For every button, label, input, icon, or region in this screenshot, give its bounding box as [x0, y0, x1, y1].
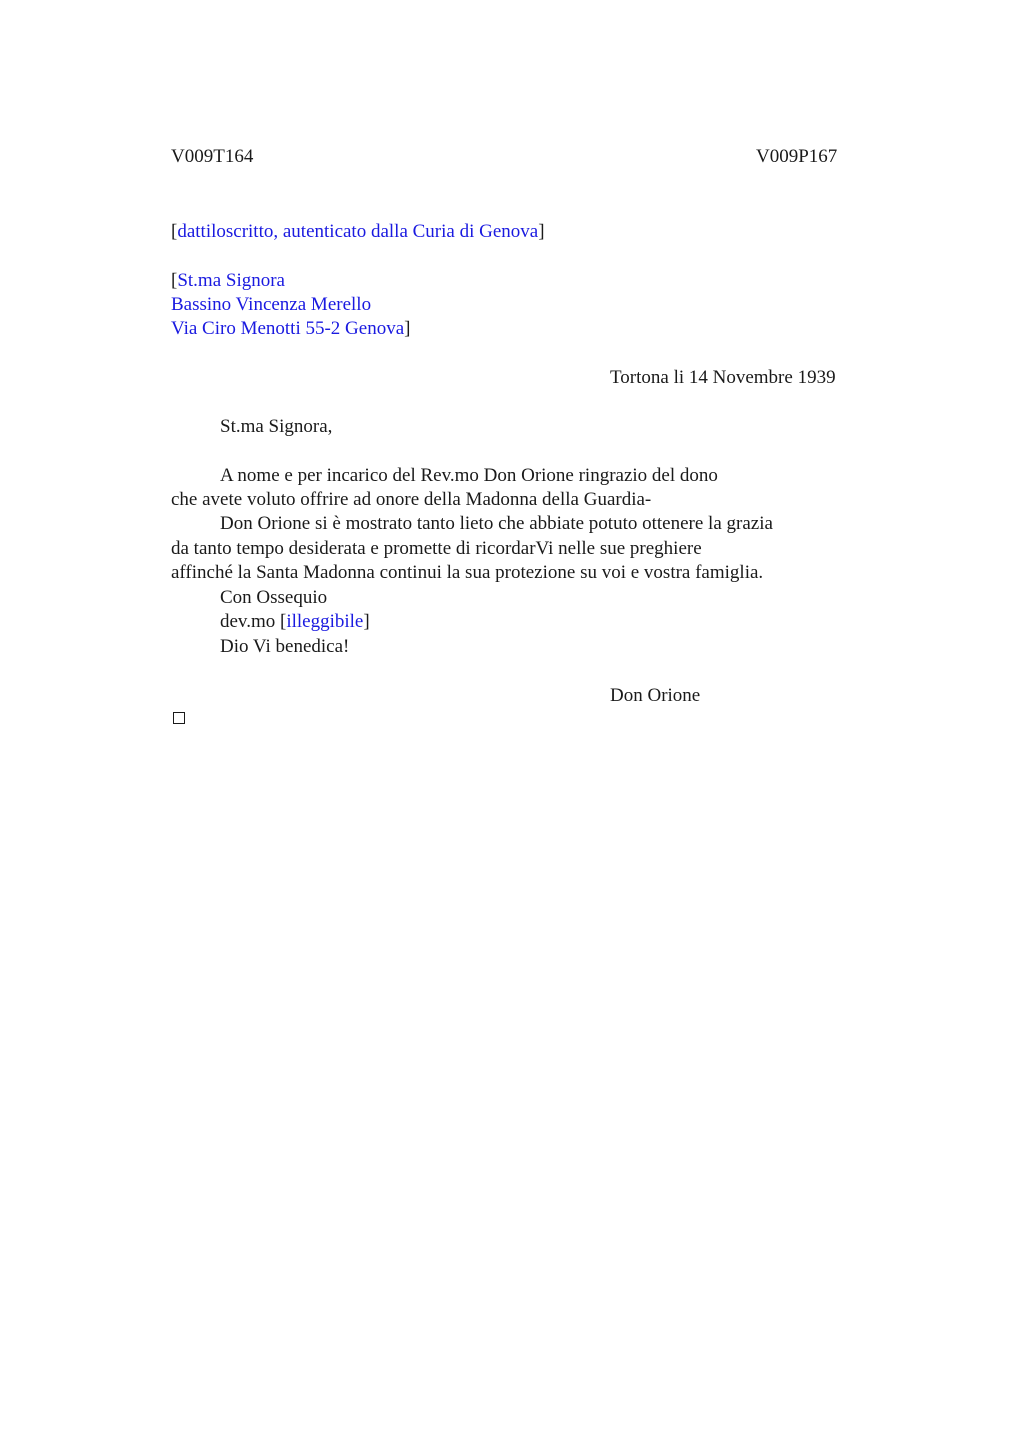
address-line-1: [171, 269, 285, 294]
bracket-close: ]: [538, 221, 545, 242]
body-line: A nome e per incarico del Rev.mo Don Orione ringrazio del dono: [220, 465, 718, 486]
body-line: che avete voluto offrire ad onore della Madonna della Guardia-: [171, 489, 652, 510]
body-line: affinché la Santa Madonna continui la sua protezione su voi e vostra famiglia.: [171, 562, 764, 583]
bracket-close: ]: [404, 318, 411, 339]
bracket-open: [: [171, 221, 178, 242]
document-code-left: V009T164: [171, 146, 254, 167]
square-outline-icon: [173, 712, 185, 724]
address-line-2: Bassino Vincenza Merello: [171, 294, 372, 315]
closing-prefix: dev.mo [: [220, 611, 287, 632]
editorial-note: [171, 220, 545, 245]
address-street: Via Ciro Menotti 55-2 Genova: [171, 318, 405, 339]
illegible-note: illeggibile: [286, 611, 364, 632]
bracket-close: ]: [363, 611, 370, 632]
body-line: Don Orione si è mostrato tanto lieto che abbiate potuto ottenere la grazia: [220, 513, 773, 534]
editorial-note-text: dattiloscritto, autenticato dalla Curia di Genova: [177, 221, 539, 242]
signature: Don Orione: [610, 685, 701, 706]
letter-date: Tortona li 14 Novembre 1939: [610, 367, 836, 388]
address-line-3: [171, 317, 410, 342]
closing-line: [220, 610, 370, 635]
closing-line: Con Ossequio: [220, 587, 328, 608]
address-recipient-title: St.ma Signora: [177, 270, 285, 291]
document-code-right: V009P167: [756, 146, 838, 167]
bracket-open: [: [171, 270, 178, 291]
blessing-line: Dio Vi benedica!: [220, 636, 350, 657]
body-line: da tanto tempo desiderata e promette di ricordarVi nelle sue preghiere: [171, 538, 702, 559]
salutation: St.ma Signora,: [220, 416, 333, 437]
